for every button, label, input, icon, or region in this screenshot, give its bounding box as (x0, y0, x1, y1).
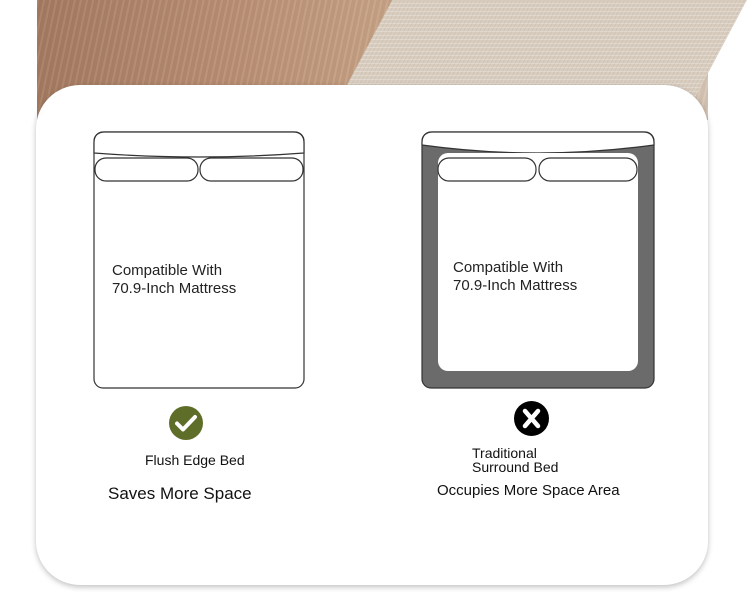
surround-type-line2: Surround Bed (472, 459, 559, 475)
surround-type-label (472, 446, 558, 474)
surround-type-line1: Traditional (472, 445, 537, 461)
flush-summary: Saves More Space (108, 484, 252, 503)
surround-mattress-line2: 70.9-Inch Mattress (453, 277, 578, 294)
flush-type-label: Flush Edge Bed (145, 452, 245, 468)
surround-mattress-label (453, 259, 613, 295)
flush-mattress-line1: Compatible With (112, 262, 223, 279)
flush-mattress-label (112, 262, 272, 298)
surround-mattress-line1: Compatible With (453, 259, 564, 276)
flush-mattress-line2: 70.9-Inch Mattress (112, 280, 237, 297)
surround-summary: Occupies More Space Area (437, 482, 620, 499)
check-icon (169, 406, 203, 440)
flush-edge-bed-diagram (93, 131, 305, 389)
x-icon (514, 401, 549, 436)
